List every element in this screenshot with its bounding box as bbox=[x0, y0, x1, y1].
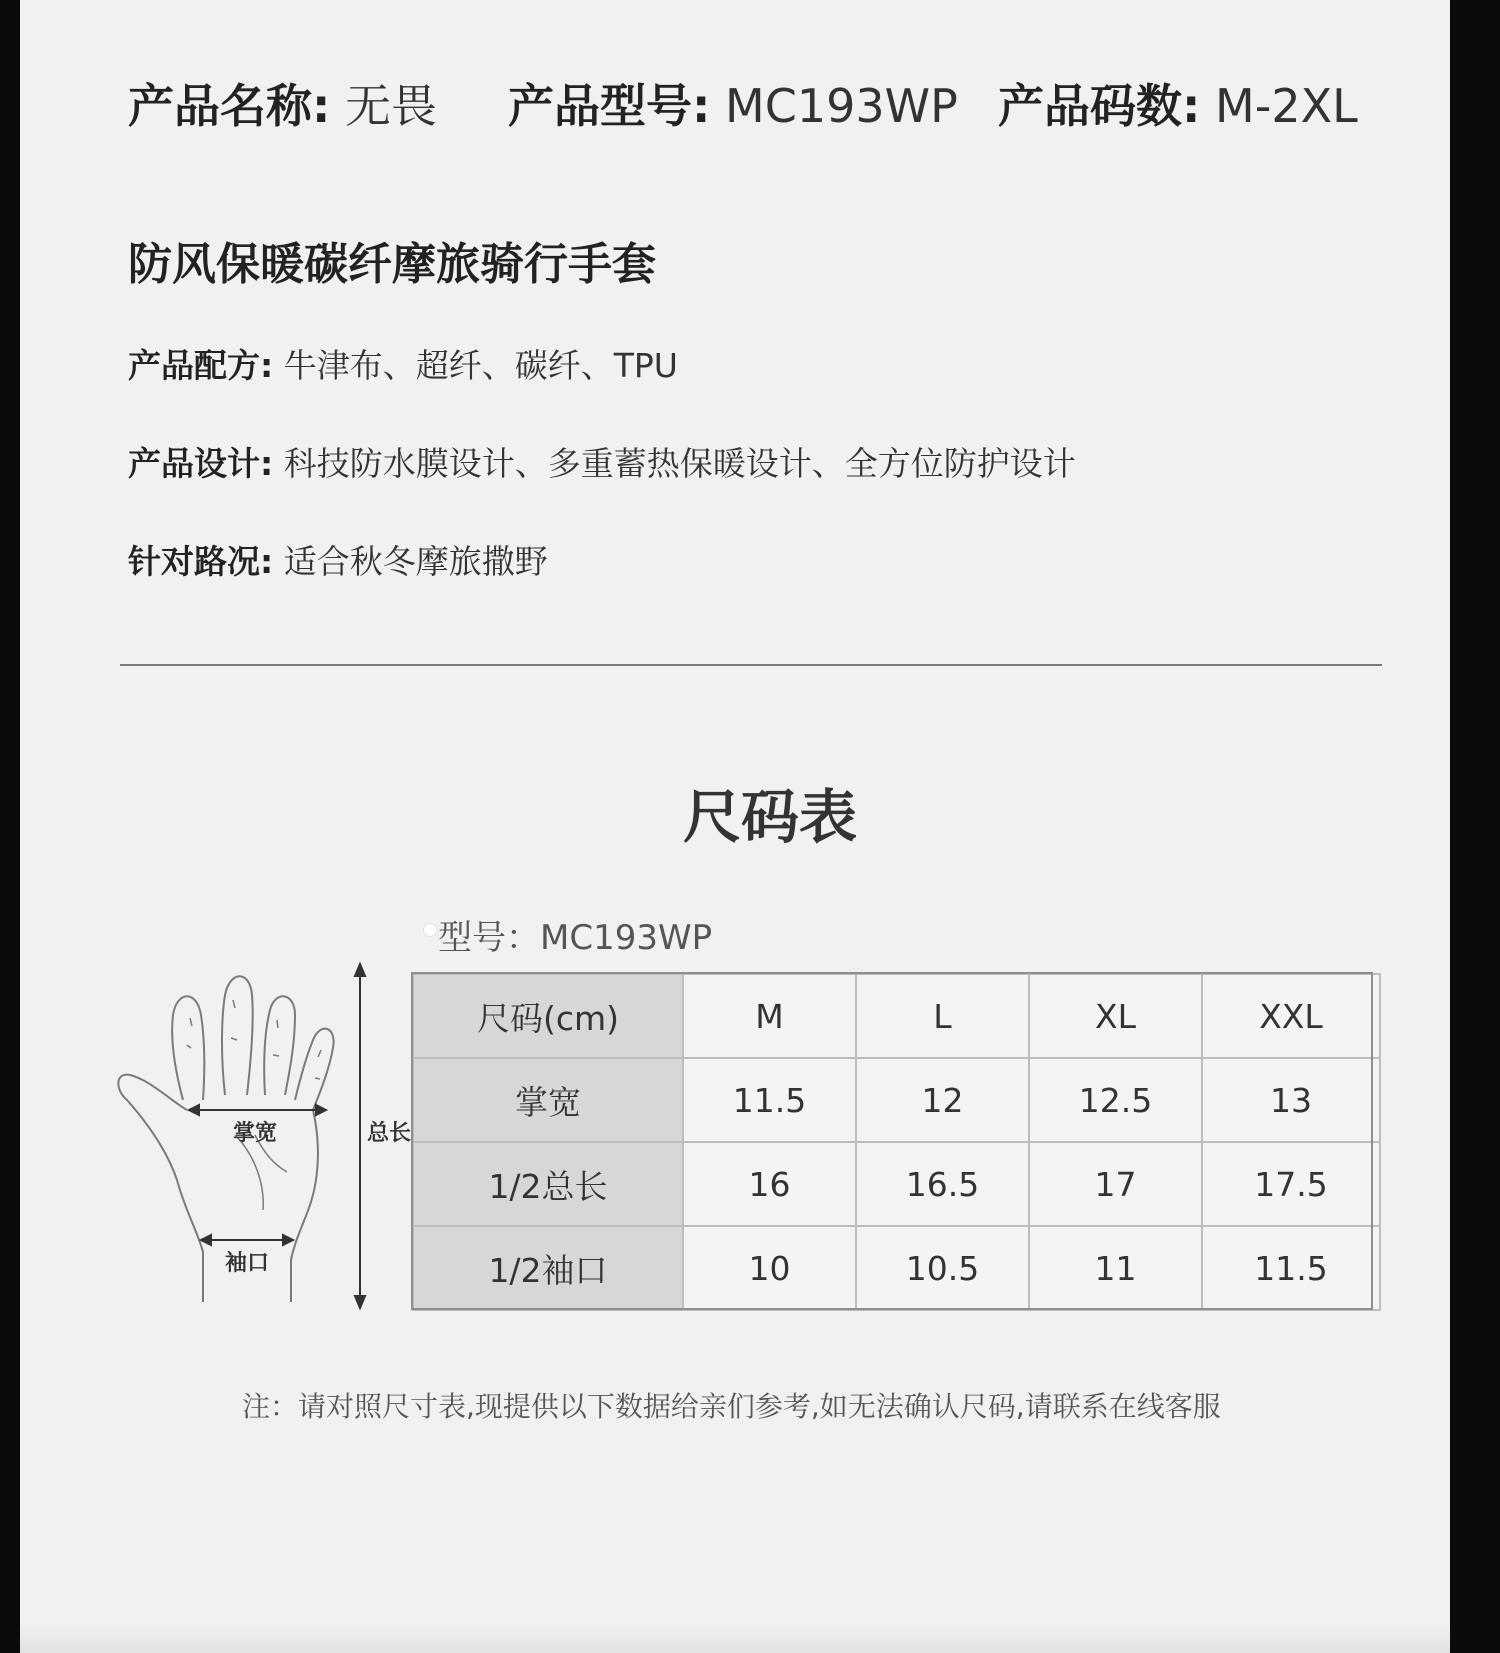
table-header-cell: XXL bbox=[1202, 974, 1380, 1058]
table-header-cell: M bbox=[683, 974, 856, 1058]
row-label: 1/2总长 bbox=[413, 1142, 683, 1226]
table-cell: 12.5 bbox=[1029, 1058, 1202, 1142]
table-header-cell: 尺码(cm) bbox=[413, 974, 683, 1058]
product-model bbox=[508, 70, 958, 136]
product-name-label: 产品名称: bbox=[128, 79, 331, 133]
table-cell: 10.5 bbox=[856, 1226, 1029, 1310]
table-cell: 17.5 bbox=[1202, 1142, 1380, 1226]
table-cell: 13 bbox=[1202, 1058, 1380, 1142]
palm-width-label: 掌宽 bbox=[233, 1121, 278, 1146]
table-header-cell: L bbox=[856, 974, 1029, 1058]
spec-formula-value: 牛津布、超纤、碳纤、TPU bbox=[283, 346, 678, 385]
product-model-value: MC193WP bbox=[725, 79, 958, 133]
spec-design-value: 科技防水膜设计、多重蓄热保暖设计、全方位防护设计 bbox=[283, 444, 1076, 483]
cuff-label: 袖口 bbox=[225, 1251, 270, 1276]
spec-design bbox=[128, 438, 1076, 485]
product-name bbox=[128, 70, 437, 136]
spec-formula bbox=[128, 340, 678, 387]
product-subtitle: 防风保暖碳纤摩旅骑行手套 bbox=[128, 239, 656, 290]
product-sizes-value: M-2XL bbox=[1215, 79, 1358, 133]
table-row bbox=[413, 1142, 1380, 1226]
table-cell: 17 bbox=[1029, 1142, 1202, 1226]
size-table bbox=[412, 973, 1381, 1311]
table-row bbox=[413, 1058, 1380, 1142]
product-sizes-label: 产品码数: bbox=[998, 79, 1201, 133]
glove-diagram bbox=[115, 960, 415, 1320]
row-label: 1/2袖口 bbox=[413, 1226, 683, 1310]
size-note: 注：请对照尺寸表,现提供以下数据给亲们参考,如无法确认尺码,请联系在线客服 bbox=[242, 1390, 1221, 1423]
spec-design-label: 产品设计: bbox=[128, 444, 274, 483]
spec-road-value: 适合秋冬摩旅撒野 bbox=[283, 542, 548, 581]
spec-road bbox=[128, 536, 548, 583]
spec-road-label: 针对路况: bbox=[128, 542, 274, 581]
table-cell: 16.5 bbox=[856, 1142, 1029, 1226]
size-chart-model: 型号：MC193WP bbox=[438, 918, 713, 958]
table-cell: 11 bbox=[1029, 1226, 1202, 1310]
table-cell: 11.5 bbox=[1202, 1226, 1380, 1310]
table-header-row bbox=[413, 974, 1380, 1058]
table-header-cell: XL bbox=[1029, 974, 1202, 1058]
product-name-value: 无畏 bbox=[345, 79, 438, 133]
row-label: 掌宽 bbox=[413, 1058, 683, 1142]
table-cell: 16 bbox=[683, 1142, 856, 1226]
product-model-label: 产品型号: bbox=[508, 79, 711, 133]
size-chart-title: 尺码表 bbox=[682, 783, 857, 851]
product-sizes bbox=[998, 70, 1358, 136]
table-row bbox=[413, 1226, 1380, 1310]
total-length-label: 总长 bbox=[367, 1121, 412, 1146]
bottom-edge bbox=[20, 1623, 1450, 1653]
bullet-icon bbox=[423, 923, 437, 937]
section-divider bbox=[120, 664, 1382, 666]
spec-formula-label: 产品配方: bbox=[128, 346, 274, 385]
table-cell: 11.5 bbox=[683, 1058, 856, 1142]
table-cell: 10 bbox=[683, 1226, 856, 1310]
finger-outline bbox=[172, 996, 204, 1100]
table-cell: 12 bbox=[856, 1058, 1029, 1142]
product-detail-page bbox=[20, 0, 1450, 1653]
